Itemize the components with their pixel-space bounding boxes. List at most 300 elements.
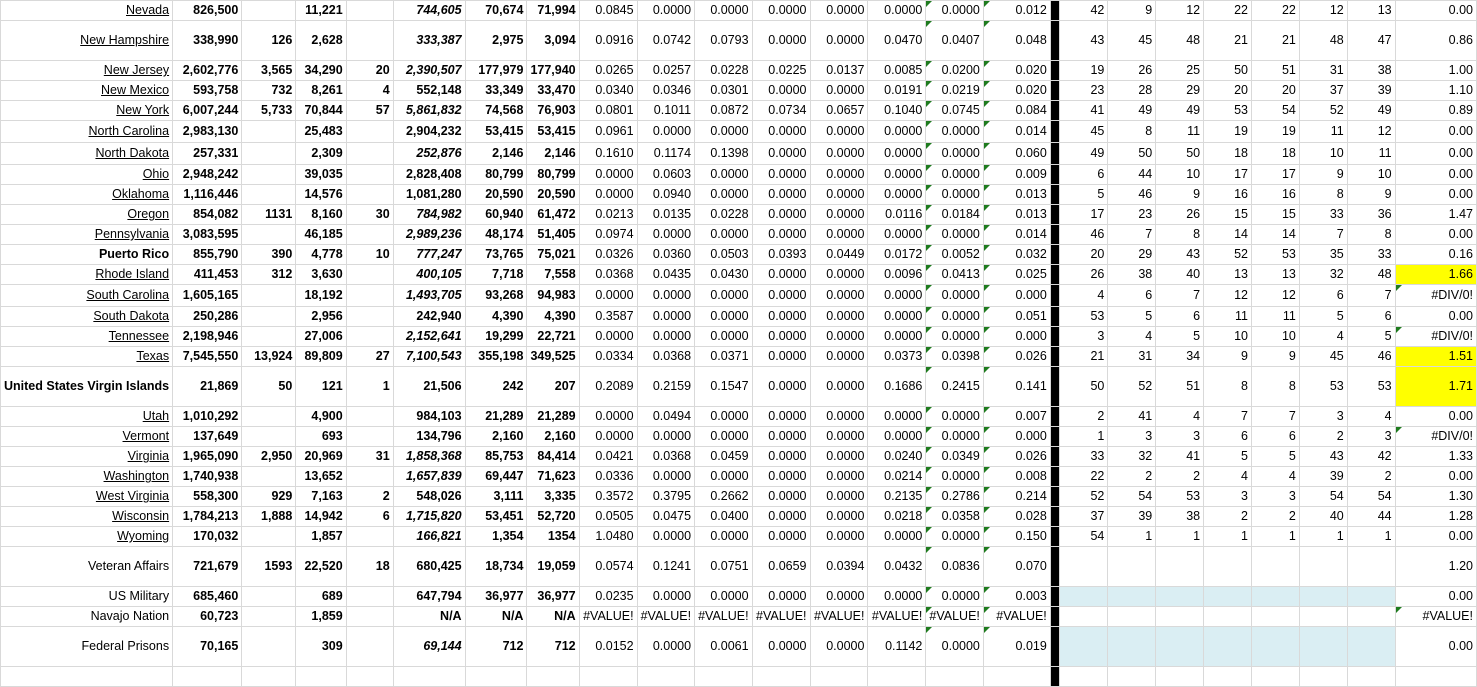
cell-rate-2[interactable]: 0.0742 [637, 21, 695, 61]
cell-rate-7[interactable]: 0.0407 [926, 21, 984, 61]
cell-count-7[interactable]: 75,021 [527, 245, 579, 265]
cell-rate-4[interactable]: 0.0000 [752, 165, 810, 185]
cell-rank-6[interactable]: 54 [1299, 487, 1347, 507]
cell-count-2[interactable] [242, 667, 296, 687]
cell-rank-1[interactable]: 4 [1060, 285, 1108, 307]
cell-rank-5[interactable]: 18 [1251, 143, 1299, 165]
cell-rank-1[interactable]: 21 [1060, 347, 1108, 367]
cell-rank-6[interactable] [1299, 547, 1347, 587]
cell-summary-rate[interactable]: 0.084 [983, 101, 1050, 121]
cell-count-1[interactable]: 137,649 [173, 427, 242, 447]
cell-rank-2[interactable] [1108, 607, 1156, 627]
cell-rate-3[interactable]: 0.2662 [695, 487, 753, 507]
cell-summary-rate[interactable]: 0.060 [983, 143, 1050, 165]
cell-rate-2[interactable]: 0.0346 [637, 81, 695, 101]
cell-rate-1[interactable]: 0.0000 [579, 165, 637, 185]
cell-count-2[interactable] [242, 225, 296, 245]
jurisdiction-link[interactable]: New Mexico [101, 83, 170, 97]
cell-rank-2[interactable] [1108, 547, 1156, 587]
cell-summary-rate[interactable]: 0.070 [983, 547, 1050, 587]
cell-rank-7[interactable] [1347, 587, 1395, 607]
cell-summary-rate[interactable]: 0.003 [983, 587, 1050, 607]
cell-rate-7[interactable]: 0.0000 [926, 225, 984, 245]
cell-rate-3[interactable]: 0.0000 [695, 121, 753, 143]
cell-rate-2[interactable]: 0.0000 [637, 627, 695, 667]
jurisdiction-link[interactable]: New Hampshire [80, 33, 170, 47]
cell-ratio[interactable]: 0.89 [1395, 101, 1476, 121]
cell-count-5[interactable] [393, 667, 465, 687]
cell-rank-7[interactable]: 11 [1347, 143, 1395, 165]
cell-count-2[interactable] [242, 327, 296, 347]
cell-count-1[interactable]: 70,165 [173, 627, 242, 667]
cell-rate-7[interactable]: 0.0000 [926, 143, 984, 165]
cell-count-4[interactable]: 31 [346, 447, 393, 467]
cell-rank-5[interactable]: 17 [1251, 165, 1299, 185]
cell-rank-1[interactable] [1060, 627, 1108, 667]
cell-rank-2[interactable] [1108, 627, 1156, 667]
cell-rate-6[interactable]: 0.0000 [868, 587, 926, 607]
cell-rank-4[interactable] [1204, 547, 1252, 587]
cell-rate-1[interactable]: 0.0000 [579, 185, 637, 205]
cell-rank-6[interactable] [1299, 667, 1347, 687]
cell-rank-3[interactable]: 10 [1156, 165, 1204, 185]
cell-summary-rate[interactable]: 0.048 [983, 21, 1050, 61]
cell-count-4[interactable] [346, 143, 393, 165]
cell-rate-4[interactable]: 0.0000 [752, 407, 810, 427]
cell-rate-3[interactable]: 0.0061 [695, 627, 753, 667]
cell-count-3[interactable]: 70,844 [296, 101, 346, 121]
jurisdiction-link[interactable]: Virginia [127, 449, 170, 463]
cell-rate-3[interactable]: 0.0751 [695, 547, 753, 587]
cell-rate-1[interactable]: 0.0152 [579, 627, 637, 667]
cell-rate-4[interactable]: 0.0000 [752, 21, 810, 61]
cell-rank-5[interactable]: 19 [1251, 121, 1299, 143]
cell-rank-2[interactable]: 54 [1108, 487, 1156, 507]
cell-rate-6[interactable]: 0.2135 [868, 487, 926, 507]
cell-count-4[interactable] [346, 607, 393, 627]
cell-rank-2[interactable]: 26 [1108, 61, 1156, 81]
cell-rank-7[interactable]: 36 [1347, 205, 1395, 225]
cell-count-5[interactable]: 242,940 [393, 307, 465, 327]
cell-count-4[interactable] [346, 527, 393, 547]
cell-rate-2[interactable]: 0.1241 [637, 547, 695, 587]
cell-count-6[interactable]: 53,451 [465, 507, 527, 527]
cell-count-5[interactable]: 548,026 [393, 487, 465, 507]
cell-rate-5[interactable]: 0.0000 [810, 367, 868, 407]
cell-count-2[interactable] [242, 467, 296, 487]
cell-count-1[interactable]: 558,300 [173, 487, 242, 507]
cell-rate-3[interactable]: 0.0000 [695, 427, 753, 447]
cell-ratio[interactable]: 0.00 [1395, 121, 1476, 143]
cell-rank-6[interactable]: 48 [1299, 21, 1347, 61]
cell-rate-2[interactable]: 0.0000 [637, 285, 695, 307]
cell-rate-1[interactable]: 0.0334 [579, 347, 637, 367]
cell-rate-1[interactable]: 0.3587 [579, 307, 637, 327]
cell-rate-7[interactable]: 0.0000 [926, 327, 984, 347]
cell-count-5[interactable]: 680,425 [393, 547, 465, 587]
cell-rate-4[interactable]: 0.0659 [752, 547, 810, 587]
cell-rate-3[interactable]: 0.0430 [695, 265, 753, 285]
cell-rate-3[interactable] [695, 667, 753, 687]
cell-rank-3[interactable]: 5 [1156, 327, 1204, 347]
cell-count-1[interactable]: 721,679 [173, 547, 242, 587]
jurisdiction-link[interactable]: Pennsylvania [94, 227, 170, 241]
cell-rank-7[interactable]: 46 [1347, 347, 1395, 367]
cell-rank-1[interactable]: 46 [1060, 225, 1108, 245]
cell-rank-2[interactable]: 9 [1108, 1, 1156, 21]
cell-count-2[interactable] [242, 427, 296, 447]
cell-count-2[interactable] [242, 627, 296, 667]
cell-rate-5[interactable]: 0.0000 [810, 407, 868, 427]
cell-count-7[interactable]: 20,590 [527, 185, 579, 205]
cell-rank-3[interactable]: 12 [1156, 1, 1204, 21]
cell-rank-3[interactable] [1156, 587, 1204, 607]
cell-rate-1[interactable]: 0.0574 [579, 547, 637, 587]
cell-rank-3[interactable]: 11 [1156, 121, 1204, 143]
cell-rank-5[interactable]: 3 [1251, 487, 1299, 507]
cell-rank-4[interactable]: 8 [1204, 367, 1252, 407]
cell-rank-4[interactable]: 3 [1204, 487, 1252, 507]
cell-count-5[interactable]: 1,657,839 [393, 467, 465, 487]
cell-count-4[interactable] [346, 285, 393, 307]
cell-count-4[interactable] [346, 327, 393, 347]
cell-rate-4[interactable]: 0.0000 [752, 587, 810, 607]
cell-count-1[interactable]: 338,990 [173, 21, 242, 61]
cell-count-2[interactable] [242, 607, 296, 627]
cell-rank-7[interactable]: 2 [1347, 467, 1395, 487]
cell-rate-4[interactable]: 0.0000 [752, 487, 810, 507]
cell-count-3[interactable]: 22,520 [296, 547, 346, 587]
cell-rank-7[interactable] [1347, 607, 1395, 627]
cell-count-3[interactable]: 689 [296, 587, 346, 607]
cell-count-4[interactable] [346, 165, 393, 185]
cell-rank-4[interactable]: 11 [1204, 307, 1252, 327]
cell-rank-5[interactable]: 15 [1251, 205, 1299, 225]
cell-rank-3[interactable]: 34 [1156, 347, 1204, 367]
cell-rank-7[interactable]: 7 [1347, 285, 1395, 307]
cell-rate-1[interactable]: 0.0265 [579, 61, 637, 81]
cell-count-5[interactable]: 2,390,507 [393, 61, 465, 81]
cell-rate-2[interactable]: 0.0000 [637, 327, 695, 347]
cell-rate-1[interactable]: 0.0421 [579, 447, 637, 467]
cell-rank-4[interactable]: 6 [1204, 427, 1252, 447]
cell-rate-3[interactable]: 0.0000 [695, 587, 753, 607]
cell-count-3[interactable]: 18,192 [296, 285, 346, 307]
cell-rate-4[interactable]: 0.0000 [752, 527, 810, 547]
cell-count-4[interactable]: 6 [346, 507, 393, 527]
cell-rate-4[interactable]: 0.0000 [752, 327, 810, 347]
cell-count-4[interactable]: 2 [346, 487, 393, 507]
cell-count-3[interactable]: 2,956 [296, 307, 346, 327]
cell-count-5[interactable]: 21,506 [393, 367, 465, 407]
cell-count-5[interactable]: 2,904,232 [393, 121, 465, 143]
cell-rate-7[interactable]: 0.0000 [926, 467, 984, 487]
cell-rate-1[interactable]: 0.0974 [579, 225, 637, 245]
cell-rank-7[interactable]: 53 [1347, 367, 1395, 407]
cell-rank-1[interactable]: 33 [1060, 447, 1108, 467]
cell-rank-2[interactable] [1108, 667, 1156, 687]
cell-rank-6[interactable]: 9 [1299, 165, 1347, 185]
cell-count-3[interactable]: 121 [296, 367, 346, 407]
cell-count-1[interactable]: 855,790 [173, 245, 242, 265]
cell-rate-6[interactable]: 0.0373 [868, 347, 926, 367]
cell-count-4[interactable]: 57 [346, 101, 393, 121]
cell-count-7[interactable]: 94,983 [527, 285, 579, 307]
cell-rate-4[interactable]: 0.0000 [752, 467, 810, 487]
cell-rank-5[interactable]: 7 [1251, 407, 1299, 427]
cell-rate-2[interactable]: 0.0940 [637, 185, 695, 205]
jurisdiction-link[interactable]: Rhode Island [95, 267, 170, 281]
cell-rank-4[interactable]: 4 [1204, 467, 1252, 487]
cell-rank-1[interactable]: 5 [1060, 185, 1108, 205]
cell-rank-4[interactable]: 50 [1204, 61, 1252, 81]
cell-rank-3[interactable]: 3 [1156, 427, 1204, 447]
cell-rate-6[interactable]: 0.0000 [868, 327, 926, 347]
cell-rank-3[interactable]: 49 [1156, 101, 1204, 121]
cell-rate-5[interactable]: #VALUE! [810, 607, 868, 627]
cell-rate-2[interactable]: 0.0603 [637, 165, 695, 185]
cell-rank-6[interactable]: 4 [1299, 327, 1347, 347]
cell-rank-2[interactable] [1108, 587, 1156, 607]
cell-count-4[interactable] [346, 427, 393, 447]
cell-rate-2[interactable]: 0.1174 [637, 143, 695, 165]
cell-rank-1[interactable]: 50 [1060, 367, 1108, 407]
cell-rate-1[interactable]: 0.0368 [579, 265, 637, 285]
cell-count-5[interactable]: 1,715,820 [393, 507, 465, 527]
cell-rate-5[interactable]: 0.0000 [810, 1, 868, 21]
cell-rank-5[interactable] [1251, 587, 1299, 607]
cell-rank-3[interactable]: 4 [1156, 407, 1204, 427]
cell-jurisdiction-name[interactable] [1, 607, 173, 627]
cell-jurisdiction-name[interactable] [1, 205, 173, 225]
cell-count-6[interactable]: 36,977 [465, 587, 527, 607]
cell-rank-1[interactable]: 42 [1060, 1, 1108, 21]
cell-rate-3[interactable]: #VALUE! [695, 607, 753, 627]
cell-rank-1[interactable]: 17 [1060, 205, 1108, 225]
cell-rank-6[interactable]: 1 [1299, 527, 1347, 547]
cell-rate-1[interactable]: 0.0801 [579, 101, 637, 121]
cell-rank-6[interactable]: 40 [1299, 507, 1347, 527]
cell-rank-2[interactable]: 29 [1108, 245, 1156, 265]
cell-ratio[interactable]: 1.51 [1395, 347, 1476, 367]
cell-count-1[interactable]: 7,545,550 [173, 347, 242, 367]
cell-count-1[interactable]: 1,605,165 [173, 285, 242, 307]
cell-count-7[interactable]: 349,525 [527, 347, 579, 367]
cell-rank-4[interactable]: 16 [1204, 185, 1252, 205]
cell-rank-3[interactable]: 53 [1156, 487, 1204, 507]
jurisdiction-link[interactable]: Oregon [127, 207, 170, 221]
cell-count-7[interactable]: 33,470 [527, 81, 579, 101]
cell-count-4[interactable] [346, 307, 393, 327]
cell-count-1[interactable]: 1,116,446 [173, 185, 242, 205]
cell-count-3[interactable] [296, 667, 346, 687]
cell-jurisdiction-name[interactable] [1, 367, 173, 407]
cell-rate-3[interactable]: 0.0400 [695, 507, 753, 527]
cell-count-7[interactable]: 3,094 [527, 21, 579, 61]
cell-rate-6[interactable]: 0.0000 [868, 307, 926, 327]
cell-rate-2[interactable]: 0.0494 [637, 407, 695, 427]
cell-rate-6[interactable]: #VALUE! [868, 607, 926, 627]
cell-rank-7[interactable]: 48 [1347, 265, 1395, 285]
cell-ratio[interactable]: 1.20 [1395, 547, 1476, 587]
cell-count-7[interactable]: 712 [527, 627, 579, 667]
cell-rate-3[interactable]: 0.0000 [695, 327, 753, 347]
cell-ratio[interactable]: 0.16 [1395, 245, 1476, 265]
cell-count-3[interactable]: 39,035 [296, 165, 346, 185]
cell-rank-6[interactable]: 8 [1299, 185, 1347, 205]
cell-rate-4[interactable]: 0.0000 [752, 347, 810, 367]
cell-count-5[interactable]: 134,796 [393, 427, 465, 447]
cell-count-5[interactable]: 1,493,705 [393, 285, 465, 307]
cell-count-3[interactable]: 7,163 [296, 487, 346, 507]
cell-count-1[interactable]: 411,453 [173, 265, 242, 285]
cell-rate-6[interactable]: 0.1686 [868, 367, 926, 407]
cell-rate-2[interactable]: 0.0000 [637, 307, 695, 327]
cell-rate-6[interactable]: 0.0000 [868, 285, 926, 307]
cell-rate-1[interactable]: 0.0336 [579, 467, 637, 487]
cell-rank-4[interactable]: 2 [1204, 507, 1252, 527]
cell-count-3[interactable]: 3,630 [296, 265, 346, 285]
cell-count-7[interactable]: 80,799 [527, 165, 579, 185]
cell-count-2[interactable] [242, 407, 296, 427]
cell-ratio[interactable]: 0.86 [1395, 21, 1476, 61]
cell-count-5[interactable]: 552,148 [393, 81, 465, 101]
cell-ratio[interactable]: 1.30 [1395, 487, 1476, 507]
cell-rank-5[interactable]: 4 [1251, 467, 1299, 487]
cell-count-1[interactable]: 60,723 [173, 607, 242, 627]
jurisdiction-link[interactable]: Ohio [142, 167, 170, 181]
cell-rate-7[interactable]: 0.0000 [926, 307, 984, 327]
cell-rate-5[interactable]: 0.0000 [810, 527, 868, 547]
cell-rank-7[interactable] [1347, 667, 1395, 687]
cell-count-5[interactable]: 784,982 [393, 205, 465, 225]
cell-count-4[interactable]: 27 [346, 347, 393, 367]
cell-rank-5[interactable]: 22 [1251, 1, 1299, 21]
cell-count-3[interactable]: 89,809 [296, 347, 346, 367]
cell-rank-4[interactable]: 53 [1204, 101, 1252, 121]
cell-count-5[interactable]: 166,821 [393, 527, 465, 547]
cell-count-3[interactable]: 14,576 [296, 185, 346, 205]
cell-count-4[interactable] [346, 265, 393, 285]
cell-rate-2[interactable]: 0.0000 [637, 121, 695, 143]
cell-rank-1[interactable]: 53 [1060, 307, 1108, 327]
cell-count-1[interactable]: 1,784,213 [173, 507, 242, 527]
cell-rate-4[interactable]: 0.0000 [752, 143, 810, 165]
cell-rank-5[interactable]: 5 [1251, 447, 1299, 467]
cell-summary-rate[interactable]: 0.019 [983, 627, 1050, 667]
cell-count-5[interactable]: 7,100,543 [393, 347, 465, 367]
cell-count-1[interactable]: 257,331 [173, 143, 242, 165]
cell-count-5[interactable]: 1,081,280 [393, 185, 465, 205]
cell-summary-rate[interactable]: 0.025 [983, 265, 1050, 285]
cell-rate-7[interactable]: 0.0000 [926, 427, 984, 447]
cell-ratio[interactable]: 1.47 [1395, 205, 1476, 225]
cell-jurisdiction-name[interactable] [1, 265, 173, 285]
cell-rate-7[interactable]: 0.0184 [926, 205, 984, 225]
cell-rate-6[interactable]: 0.0240 [868, 447, 926, 467]
cell-rank-7[interactable] [1347, 547, 1395, 587]
jurisdiction-link[interactable]: New Jersey [103, 63, 170, 77]
cell-rate-2[interactable]: 0.0360 [637, 245, 695, 265]
cell-rate-4[interactable]: 0.0000 [752, 1, 810, 21]
cell-count-5[interactable]: 400,105 [393, 265, 465, 285]
cell-rate-1[interactable] [579, 667, 637, 687]
cell-count-1[interactable]: 685,460 [173, 587, 242, 607]
jurisdiction-link[interactable]: North Dakota [95, 146, 170, 160]
cell-count-5[interactable]: 2,152,641 [393, 327, 465, 347]
cell-count-1[interactable]: 1,740,938 [173, 467, 242, 487]
cell-count-6[interactable]: 73,765 [465, 245, 527, 265]
cell-rank-1[interactable] [1060, 607, 1108, 627]
cell-jurisdiction-name[interactable] [1, 81, 173, 101]
cell-rate-1[interactable]: 0.0000 [579, 327, 637, 347]
cell-rate-2[interactable]: 0.0475 [637, 507, 695, 527]
cell-rate-7[interactable]: 0.0000 [926, 285, 984, 307]
cell-count-3[interactable]: 8,261 [296, 81, 346, 101]
cell-rate-4[interactable] [752, 667, 810, 687]
cell-count-6[interactable]: 355,198 [465, 347, 527, 367]
cell-rate-4[interactable]: 0.0000 [752, 307, 810, 327]
cell-rate-2[interactable]: 0.0135 [637, 205, 695, 225]
cell-rank-1[interactable]: 54 [1060, 527, 1108, 547]
cell-rate-3[interactable]: 0.0000 [695, 307, 753, 327]
cell-count-1[interactable]: 826,500 [173, 1, 242, 21]
cell-count-4[interactable] [346, 407, 393, 427]
cell-rank-5[interactable] [1251, 667, 1299, 687]
cell-rate-7[interactable]: 0.0000 [926, 527, 984, 547]
cell-jurisdiction-name[interactable] [1, 21, 173, 61]
cell-count-4[interactable] [346, 21, 393, 61]
cell-count-3[interactable]: 2,309 [296, 143, 346, 165]
cell-rank-4[interactable] [1204, 667, 1252, 687]
cell-rate-7[interactable]: 0.0200 [926, 61, 984, 81]
cell-rank-4[interactable]: 7 [1204, 407, 1252, 427]
cell-rank-5[interactable] [1251, 627, 1299, 667]
cell-rate-5[interactable]: 0.0000 [810, 81, 868, 101]
cell-rate-7[interactable]: 0.0000 [926, 165, 984, 185]
cell-rate-6[interactable]: 0.0172 [868, 245, 926, 265]
cell-rate-4[interactable]: 0.0000 [752, 285, 810, 307]
cell-count-4[interactable]: 30 [346, 205, 393, 225]
cell-count-7[interactable] [527, 667, 579, 687]
cell-ratio[interactable]: 0.00 [1395, 527, 1476, 547]
cell-summary-rate[interactable]: 0.014 [983, 225, 1050, 245]
cell-count-4[interactable] [346, 667, 393, 687]
cell-rank-5[interactable]: 54 [1251, 101, 1299, 121]
cell-rank-4[interactable]: 17 [1204, 165, 1252, 185]
cell-rank-4[interactable]: 1 [1204, 527, 1252, 547]
jurisdiction-link[interactable]: Utah [142, 409, 170, 423]
cell-ratio[interactable]: #DIV/0! [1395, 285, 1476, 307]
cell-count-6[interactable]: 712 [465, 627, 527, 667]
cell-count-3[interactable]: 27,006 [296, 327, 346, 347]
cell-jurisdiction-name[interactable] [1, 307, 173, 327]
jurisdiction-link[interactable]: New York [116, 103, 170, 117]
cell-rank-5[interactable]: 53 [1251, 245, 1299, 265]
cell-rate-7[interactable]: 0.0745 [926, 101, 984, 121]
cell-rank-7[interactable]: 6 [1347, 307, 1395, 327]
cell-count-2[interactable]: 1131 [242, 205, 296, 225]
cell-rate-4[interactable]: 0.0000 [752, 427, 810, 447]
cell-rate-6[interactable]: 0.0000 [868, 121, 926, 143]
cell-count-2[interactable] [242, 143, 296, 165]
cell-rate-1[interactable]: #VALUE! [579, 607, 637, 627]
cell-rank-4[interactable]: 9 [1204, 347, 1252, 367]
jurisdiction-link[interactable]: Vermont [122, 429, 170, 443]
cell-count-3[interactable]: 4,900 [296, 407, 346, 427]
cell-jurisdiction-name[interactable] [1, 347, 173, 367]
cell-rate-7[interactable]: 0.0052 [926, 245, 984, 265]
